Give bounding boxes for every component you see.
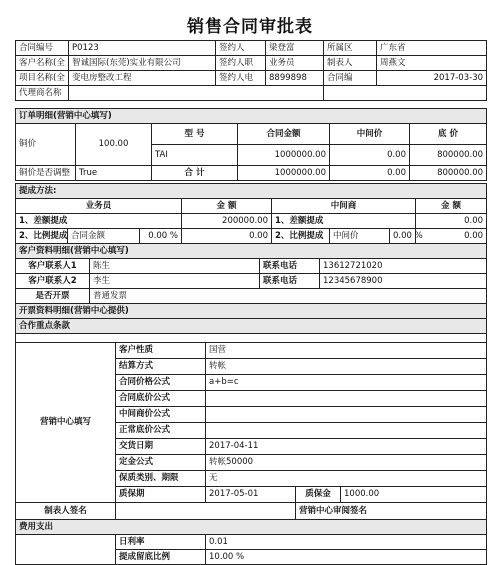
diff-label: 1、差额提成 <box>16 214 182 229</box>
comm-amount2-label: 金 额 <box>416 199 487 214</box>
sales-label: 业务员 <box>16 199 182 214</box>
mid: 0.00 <box>330 145 410 166</box>
mid-ratio-sub: 中间价 <box>330 229 390 244</box>
total-label: 合 计 <box>152 166 238 181</box>
amount: 1000000.00 <box>238 145 330 166</box>
mid-ratio-amount: 0.00 <box>416 229 487 244</box>
agent <box>69 86 324 101</box>
coop-value: 无 <box>206 471 487 487</box>
region-label: 所属区 <box>324 41 377 56</box>
ratio-sub: 合同金额 <box>68 229 140 244</box>
coop-label: 合同价格公式 <box>116 375 206 391</box>
manager-label: 制表人 <box>324 56 377 71</box>
coop-side-label: 营销中心填写 <box>16 343 116 503</box>
customer-section: 客户资料明细(营销中心填写) <box>16 244 487 259</box>
expense-section: 费用支出 <box>16 520 487 535</box>
agent-label: 代理商名称 <box>16 86 69 101</box>
contact1-label: 客户联系人1 <box>16 259 90 274</box>
coop-label: 正常底价公式 <box>116 423 206 439</box>
coop-label: 结算方式 <box>116 359 206 375</box>
signer-post-label: 签约人职 <box>216 56 266 71</box>
coop-label: 定金公式 <box>116 455 206 471</box>
invoice-label: 是否开票 <box>16 289 90 304</box>
contract-no: P0123 <box>69 41 216 56</box>
warranty: 2017-05-01 <box>206 487 296 503</box>
coop-value: 转帐 <box>206 359 487 375</box>
signer-label: 签约人 <box>216 41 266 56</box>
signer: 梁登富 <box>266 41 324 56</box>
coop-value <box>206 407 487 423</box>
contract-date: 2017-03-30 <box>377 71 487 86</box>
customer-table <box>15 243 487 322</box>
coop-label: 中间商价公式 <box>116 407 206 423</box>
warranty-label: 质保期 <box>116 487 206 503</box>
retain-ratio: 10.00 % <box>206 550 487 565</box>
commission-section: 提成方法: <box>16 184 487 199</box>
contact2: 李生 <box>90 274 260 289</box>
header-table <box>15 40 487 101</box>
diff-amount: 200000.00 <box>182 214 272 229</box>
order-section: 订单明细(营销中心填写) <box>16 109 487 124</box>
signer-phone-label: 签约人电 <box>216 71 266 86</box>
mid-diff-label: 1、差额提成 <box>272 214 416 229</box>
mid-ratio-label: 2、比例提成 <box>272 229 330 244</box>
phone1-label: 联系电话 <box>260 259 320 274</box>
amount-label: 合同金额 <box>238 124 330 145</box>
mid-ratio-pct: 0.00 % <box>390 229 416 244</box>
coop-label: 交货日期 <box>116 439 206 455</box>
contact2-label: 客户联系人2 <box>16 274 90 289</box>
client-label: 客户名称(全 <box>16 56 69 71</box>
adjust: True <box>76 166 152 181</box>
cooperation-table <box>15 318 487 565</box>
model: TAI <box>152 145 238 166</box>
signer-phone: 8899898 <box>266 71 324 86</box>
cooperation-section: 合作重点条款 <box>16 319 487 334</box>
project: 变电房整改工程 <box>69 71 216 86</box>
phone1: 13612721020 <box>320 259 487 274</box>
invoice: 普通发票 <box>90 289 487 304</box>
coop-value <box>206 423 487 439</box>
contract-no-label: 合同编号 <box>16 41 69 56</box>
total-mid: 0.00 <box>330 166 410 181</box>
maker-sign-label: 制表人签名 <box>16 503 116 520</box>
material-value: 100.00 <box>76 124 152 166</box>
signer-post: 业务员 <box>266 56 324 71</box>
deposit: 1000.00 <box>341 487 487 503</box>
region: 广东省 <box>377 41 487 56</box>
manager: 周燕文 <box>377 56 487 71</box>
coop-value: 国营 <box>206 343 487 359</box>
comm-amount-label: 金 额 <box>182 199 272 214</box>
ratio-pct: 0.00 % <box>140 229 182 244</box>
daily-rate: 0.01 <box>206 535 487 550</box>
order-table <box>15 108 487 181</box>
model-label: 型 号 <box>152 124 238 145</box>
contact1: 陈生 <box>90 259 260 274</box>
daily-rate-label: 日利率 <box>116 535 206 550</box>
base: 800000.00 <box>410 145 487 166</box>
page-title: 销售合同审批表 <box>187 17 313 37</box>
coop-value: 转帐50000 <box>206 455 487 471</box>
coop-value <box>206 391 487 407</box>
project-label: 项目名称(全 <box>16 71 69 86</box>
contract-date-label: 合同编 <box>324 71 377 86</box>
coop-label: 合同底价公式 <box>116 391 206 407</box>
phone2-label: 联系电话 <box>260 274 320 289</box>
invoice-section: 开票资料明细(营销中心提供) <box>16 304 487 319</box>
mid-label: 中间价 <box>330 124 410 145</box>
coop-label: 客户性质 <box>116 343 206 359</box>
adjust-label: 铜价是否调整 <box>16 166 76 181</box>
coop-value: 2017-04-11 <box>206 439 487 455</box>
commission-table <box>15 183 487 244</box>
total-base: 800000.00 <box>410 166 487 181</box>
retain-ratio-label: 提成留底比例 <box>116 550 206 565</box>
review-sign-label: 营销中心审阅签名 <box>296 503 487 520</box>
phone2: 12345678900 <box>320 274 487 289</box>
base-label: 底 价 <box>410 124 487 145</box>
deposit-label: 质保金 <box>296 487 341 503</box>
coop-label: 保质类别、期限 <box>116 471 206 487</box>
total-amount: 1000000.00 <box>238 166 330 181</box>
client: 智诚国际(东莞)实业有限公司 <box>69 56 216 71</box>
mid-diff-amount: 0.00 <box>416 214 487 229</box>
coop-value: a+b=c <box>206 375 487 391</box>
ratio-amount: 0.00 <box>182 229 272 244</box>
mid-party-label: 中间商 <box>272 199 416 214</box>
ratio-label: 2、比例提成 <box>16 229 68 244</box>
material-label: 铜价 <box>16 124 76 166</box>
